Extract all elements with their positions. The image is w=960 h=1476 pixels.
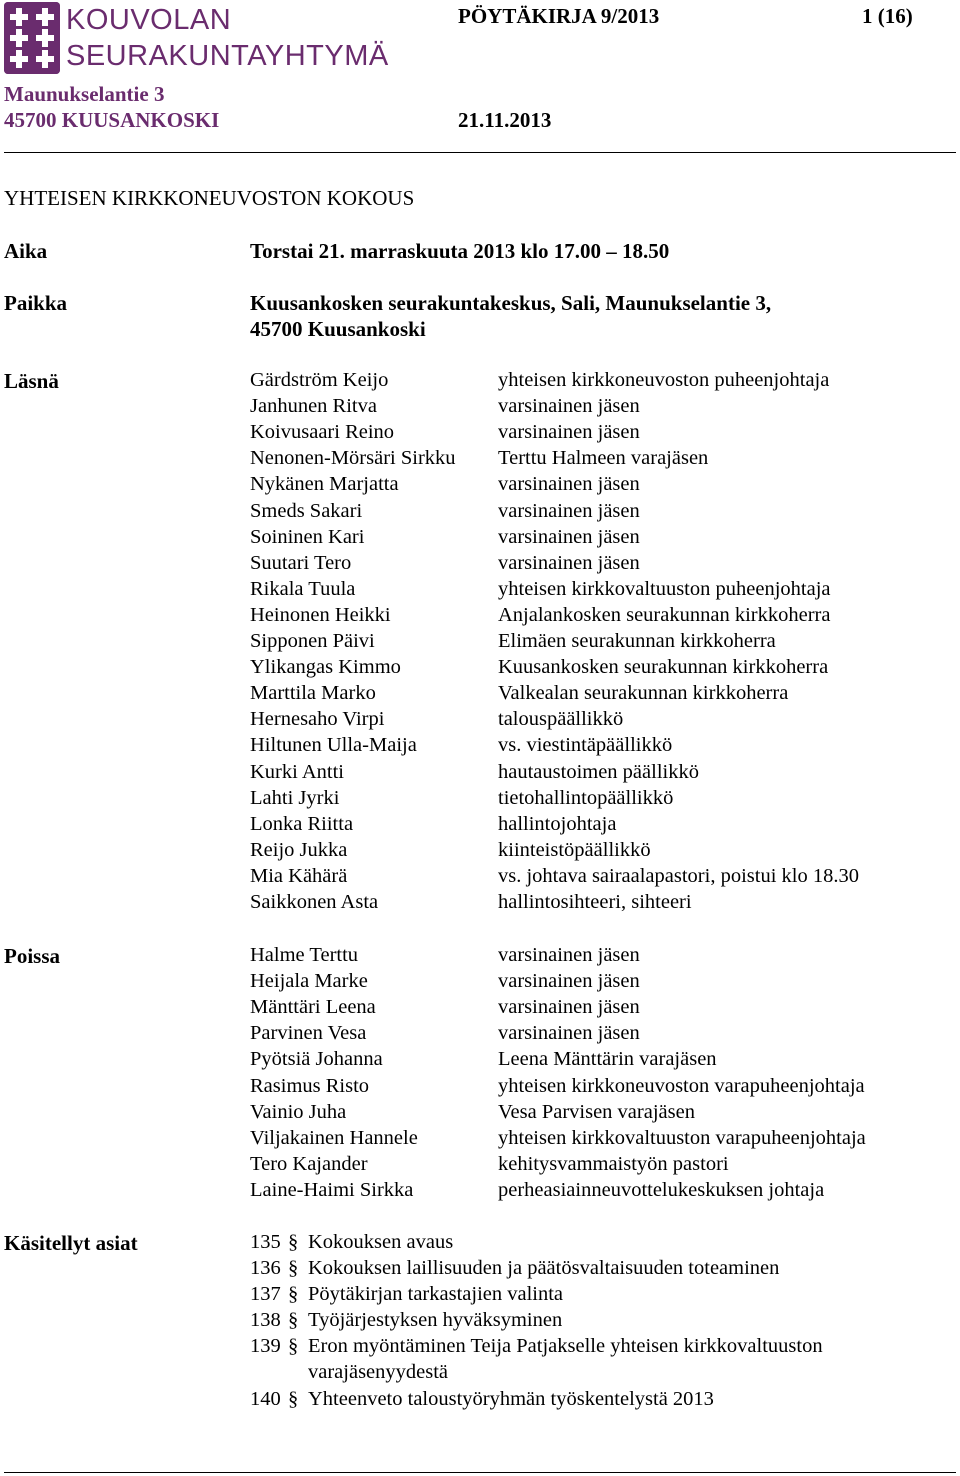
place-value-line2: 45700 Kuusankoski: [250, 317, 426, 341]
member-name: Viljakainen Hannele: [250, 1127, 418, 1149]
member-row: [0, 1101, 960, 1127]
member-name: Saikkonen Asta: [250, 891, 379, 913]
member-role: hallintosihteeri, sihteeri: [498, 891, 692, 913]
member-name: Soininen Kari: [250, 526, 365, 548]
member-row: [0, 656, 960, 682]
member-row: [0, 447, 960, 473]
agenda-item-title: Pöytäkirjan tarkastajien valinta: [308, 1283, 564, 1305]
agenda-item-title: Työjärjestyksen hyväksyminen: [308, 1309, 563, 1331]
agenda-item-number: 138: [250, 1309, 281, 1331]
member-name: Mänttäri Leena: [250, 996, 376, 1018]
section-sign: §: [288, 1388, 299, 1410]
member-name: Lonka Riitta: [250, 813, 354, 835]
member-name: Hernesaho Virpi: [250, 708, 385, 730]
member-row: [0, 682, 960, 708]
church-cross-logo-icon: [4, 2, 60, 74]
agenda-item: [250, 1231, 453, 1254]
address-street: Maunukselantie 3: [4, 82, 165, 106]
agenda-item-number: 140: [250, 1388, 281, 1410]
member-role: kiinteistöpäällikkö: [498, 839, 651, 861]
agenda-item: [250, 1257, 779, 1280]
member-name: Kurki Antti: [250, 761, 344, 783]
member-name: Suutari Tero: [250, 552, 352, 574]
member-name: Pyötsiä Johanna: [250, 1048, 383, 1070]
member-role: Elimäen seurakunnan kirkkoherra: [498, 630, 776, 652]
member-name: Vainio Juha: [250, 1101, 347, 1123]
member-role: varsinainen jäsen: [498, 996, 640, 1018]
member-name: Lahti Jyrki: [250, 787, 340, 809]
member-name: Mia Kähärä: [250, 865, 348, 887]
member-role: yhteisen kirkkovaltuuston puheenjohtaja: [498, 578, 831, 600]
document-title: PÖYTÄKIRJA 9/2013: [458, 4, 660, 28]
member-name: Halme Terttu: [250, 944, 359, 966]
agenda-item-number: 137: [250, 1283, 281, 1305]
member-name: Parvinen Vesa: [250, 1022, 367, 1044]
member-role: vs. viestintäpäällikkö: [498, 734, 673, 756]
member-role: Vesa Parvisen varajäsen: [498, 1101, 695, 1123]
member-row: [0, 369, 960, 395]
member-name: Smeds Sakari: [250, 500, 363, 522]
member-row: [0, 421, 960, 447]
agenda-item-title: Kokouksen laillisuuden ja päätösvaltaisuuden toteaminen: [308, 1257, 780, 1279]
member-row: [0, 839, 960, 865]
member-role: varsinainen jäsen: [498, 944, 640, 966]
member-name: Laine-Haimi Sirkka: [250, 1179, 414, 1201]
member-name: Marttila Marko: [250, 682, 376, 704]
member-role: Terttu Halmeen varajäsen: [498, 447, 709, 469]
agenda-item: [250, 1335, 823, 1358]
member-row: [0, 1127, 960, 1153]
member-name: Heijala Marke: [250, 970, 368, 992]
member-row: [0, 708, 960, 734]
agenda-item-title: Eron myöntäminen Teija Patjakselle yhteisen kirkkovaltuuston: [308, 1335, 823, 1357]
member-row: [0, 970, 960, 996]
agenda-item-title: Kokouksen avaus: [308, 1231, 454, 1253]
member-role: vs. johtava sairaalapastori, poistui klo 18.30: [498, 865, 859, 887]
absent-label: Poissa: [4, 944, 61, 968]
member-role: perheasiainneuvottelukeskuksen johtaja: [498, 1179, 825, 1201]
member-role: varsinainen jäsen: [498, 421, 640, 443]
member-role: yhteisen kirkkoneuvoston puheenjohtaja: [498, 369, 830, 391]
agenda-item-number: 135: [250, 1231, 281, 1253]
member-row: [0, 1153, 960, 1179]
section-sign: §: [288, 1335, 299, 1357]
member-role: varsinainen jäsen: [498, 552, 640, 574]
member-name: Ylikangas Kimmo: [250, 656, 401, 678]
member-row: [0, 1075, 960, 1101]
member-name: Sipponen Päivi: [250, 630, 375, 652]
member-role: yhteisen kirkkoneuvoston varapuheenjohtaja: [498, 1075, 865, 1097]
agenda-item: [250, 1309, 562, 1332]
agenda-item-number: 136: [250, 1257, 281, 1279]
section-sign: §: [288, 1231, 299, 1253]
logo-text-line2: SEURAKUNTAYHTYMÄ: [66, 40, 389, 72]
member-row: [0, 813, 960, 839]
member-role: varsinainen jäsen: [498, 970, 640, 992]
member-role: kehitysvammaistyön pastori: [498, 1153, 729, 1175]
member-name: Janhunen Ritva: [250, 395, 377, 417]
member-role: Leena Mänttärin varajäsen: [498, 1048, 717, 1070]
page-number: 1 (16): [862, 4, 913, 28]
member-role: varsinainen jäsen: [498, 1022, 640, 1044]
member-name: Nykänen Marjatta: [250, 473, 399, 495]
member-row: [0, 500, 960, 526]
member-role: tietohallintopäällikkö: [498, 787, 674, 809]
member-row: [0, 1048, 960, 1074]
member-row: [0, 552, 960, 578]
member-row: [0, 473, 960, 499]
member-row: [0, 395, 960, 421]
member-row: [0, 787, 960, 813]
time-value: Torstai 21. marraskuuta 2013 klo 17.00 – 18.50: [250, 239, 670, 263]
member-row: [0, 526, 960, 552]
member-row: [0, 891, 960, 917]
member-name: Koivusaari Reino: [250, 421, 395, 443]
member-name: Heinonen Heikki: [250, 604, 391, 626]
member-role: yhteisen kirkkovaltuuston varapuheenjohtaja: [498, 1127, 866, 1149]
agenda-item: [250, 1388, 714, 1411]
agenda-item-title: Yhteenveto taloustyöryhmän työskentelystä 2013: [308, 1388, 714, 1410]
member-row: [0, 630, 960, 656]
meeting-title: YHTEISEN KIRKKONEUVOSTON KOKOUS: [4, 186, 415, 210]
member-role: Kuusankosken seurakunnan kirkkoherra: [498, 656, 829, 678]
member-row: [0, 944, 960, 970]
member-role: varsinainen jäsen: [498, 526, 640, 548]
member-name: Tero Kajander: [250, 1153, 368, 1175]
member-row: [0, 761, 960, 787]
member-row: [0, 1179, 960, 1205]
member-name: Rikala Tuula: [250, 578, 356, 600]
member-role: Valkealan seurakunnan kirkkoherra: [498, 682, 789, 704]
footer-divider: [4, 1472, 956, 1473]
member-role: talouspäällikkö: [498, 708, 624, 730]
member-row: [0, 734, 960, 760]
member-row: [0, 996, 960, 1022]
agenda-label: Käsitellyt asiat: [4, 1231, 138, 1255]
meeting-date: 21.11.2013: [458, 108, 552, 132]
member-role: varsinainen jäsen: [498, 473, 640, 495]
section-sign: §: [288, 1309, 299, 1331]
agenda-item: [250, 1283, 563, 1306]
agenda-item-number: 139: [250, 1335, 281, 1357]
member-row: [0, 604, 960, 630]
member-role: hautaustoimen päällikkö: [498, 761, 699, 783]
logo-text-line1: KOUVOLAN: [66, 4, 232, 36]
section-sign: §: [288, 1283, 299, 1305]
member-role: hallintojohtaja: [498, 813, 617, 835]
present-label: Läsnä: [4, 369, 59, 393]
member-name: Reijo Jukka: [250, 839, 348, 861]
member-name: Hiltunen Ulla-Maija: [250, 734, 417, 756]
agenda-item-title-continuation: varajäsenyydestä: [308, 1361, 449, 1383]
member-role: varsinainen jäsen: [498, 500, 640, 522]
place-label: Paikka: [4, 291, 68, 315]
member-row: [0, 1022, 960, 1048]
place-value-line1: Kuusankosken seurakuntakeskus, Sali, Maunukselantie 3,: [250, 291, 772, 315]
address-city: 45700 KUUSANKOSKI: [4, 108, 220, 132]
section-sign: §: [288, 1257, 299, 1279]
time-label: Aika: [4, 239, 48, 263]
member-row: [0, 865, 960, 891]
member-name: Rasimus Risto: [250, 1075, 370, 1097]
member-name: Nenonen-Mörsäri Sirkku: [250, 447, 456, 469]
member-role: Anjalankosken seurakunnan kirkkoherra: [498, 604, 831, 626]
member-row: [0, 578, 960, 604]
member-role: varsinainen jäsen: [498, 395, 640, 417]
header-divider: [4, 152, 956, 153]
member-name: Gärdström Keijo: [250, 369, 389, 391]
